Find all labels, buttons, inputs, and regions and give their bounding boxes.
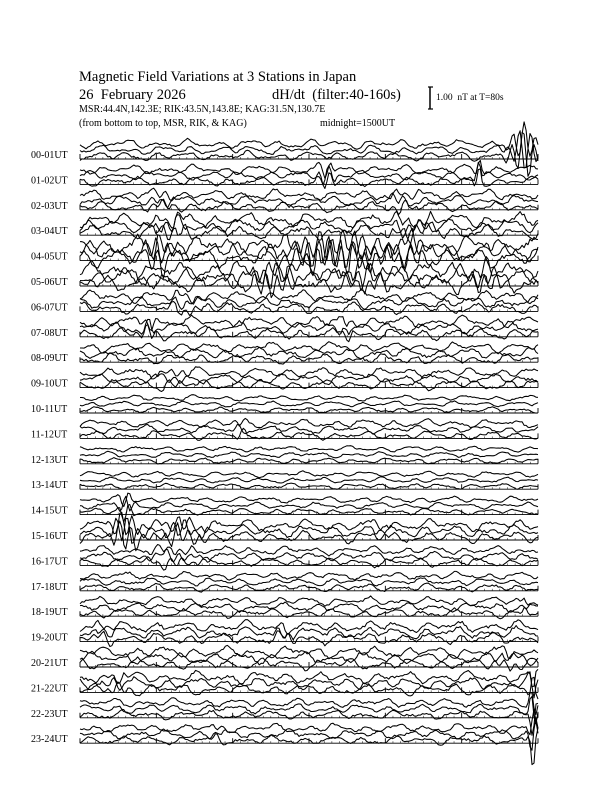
row-label: 04-05UT [31,251,68,263]
trace-kag [80,512,538,534]
hour-row [31,493,538,522]
hour-row [31,188,538,214]
row-label: 01-02UT [31,175,68,187]
row-label: 08-09UT [31,353,68,365]
hour-row [31,418,538,440]
row-label: 05-06UT [31,277,68,288]
hour-row [31,367,538,392]
row-label: 16-17UT [31,556,68,568]
trace-rik [80,401,538,407]
hour-row [31,446,538,466]
order-note: (from bottom to top, MSR, RIK, & KAG) [79,118,247,129]
trace-kag [80,446,538,452]
trace-rik [80,697,538,724]
trace-rik [80,451,538,458]
row-label: 18-19UT [31,607,68,619]
trace-kag [80,418,538,427]
hour-row [31,693,538,736]
row-label: 11-12UT [31,429,68,441]
trace-kag [80,342,538,354]
row-label: 14-15UT [31,505,68,517]
hour-row [31,596,538,619]
hour-row [31,571,538,592]
trace-msr [80,169,538,189]
row-label: 10-11UT [31,404,68,415]
hour-row [31,290,538,316]
trace-rik [80,550,538,563]
hour-row [31,545,538,571]
scale-bar-label: 1.00 nT at T=80s [436,93,504,103]
hour-row [31,211,538,244]
trace-kag [80,620,538,634]
hour-row [31,395,538,415]
row-label: 07-08UT [31,327,68,339]
row-label: 15-16UT [31,531,68,542]
trace-msr [80,728,538,765]
trace-rik [80,578,538,586]
row-label: 21-22UT [31,683,68,695]
hour-row [31,160,538,188]
chart-title: Magnetic Field Variations at 3 Stations in Japan [79,69,357,85]
row-label: 23-24UT [31,734,68,746]
trace-rik [80,347,538,359]
row-label: 20-21UT [31,658,68,669]
trace-kag [80,290,538,304]
hour-row [31,255,538,298]
row-label: 19-20UT [31,632,68,644]
date-label: 26 February 2026 [79,87,186,103]
hour-row [31,471,538,491]
row-label: 12-13UT [31,454,68,466]
row-label: 02-03UT [31,200,68,212]
row-label: 09-10UT [31,378,68,390]
midnight-note: midnight=1500UT [320,118,396,129]
trace-rik [80,477,538,483]
trace-kag [80,693,538,715]
hour-row [31,342,538,365]
stations-label: MSR:44.4N,142.3E; RIK:43.5N,143.8E; KAG:31.5N,130.7E [79,104,326,115]
hour-row [31,512,538,550]
trace-rik [80,672,538,698]
hour-row [31,645,538,671]
trace-kag [80,545,538,557]
trace-kag [80,367,538,379]
row-label: 03-04UT [31,226,68,238]
hour-row [31,315,538,342]
measure-label: dH/dt (filter:40-160s) [272,87,401,103]
trace-kag [80,471,538,478]
row-label: 22-23UT [31,708,68,720]
row-label: 17-18UT [31,581,68,593]
hour-row [31,669,538,699]
trace-rik [80,131,538,168]
row-label: 06-07UT [31,302,68,314]
row-label: 13-14UT [31,480,68,492]
trace-msr [80,703,538,735]
hour-row [31,620,538,647]
row-label: 00-01UT [31,150,68,161]
trace-kag [80,395,538,401]
trace-rik [80,718,538,750]
